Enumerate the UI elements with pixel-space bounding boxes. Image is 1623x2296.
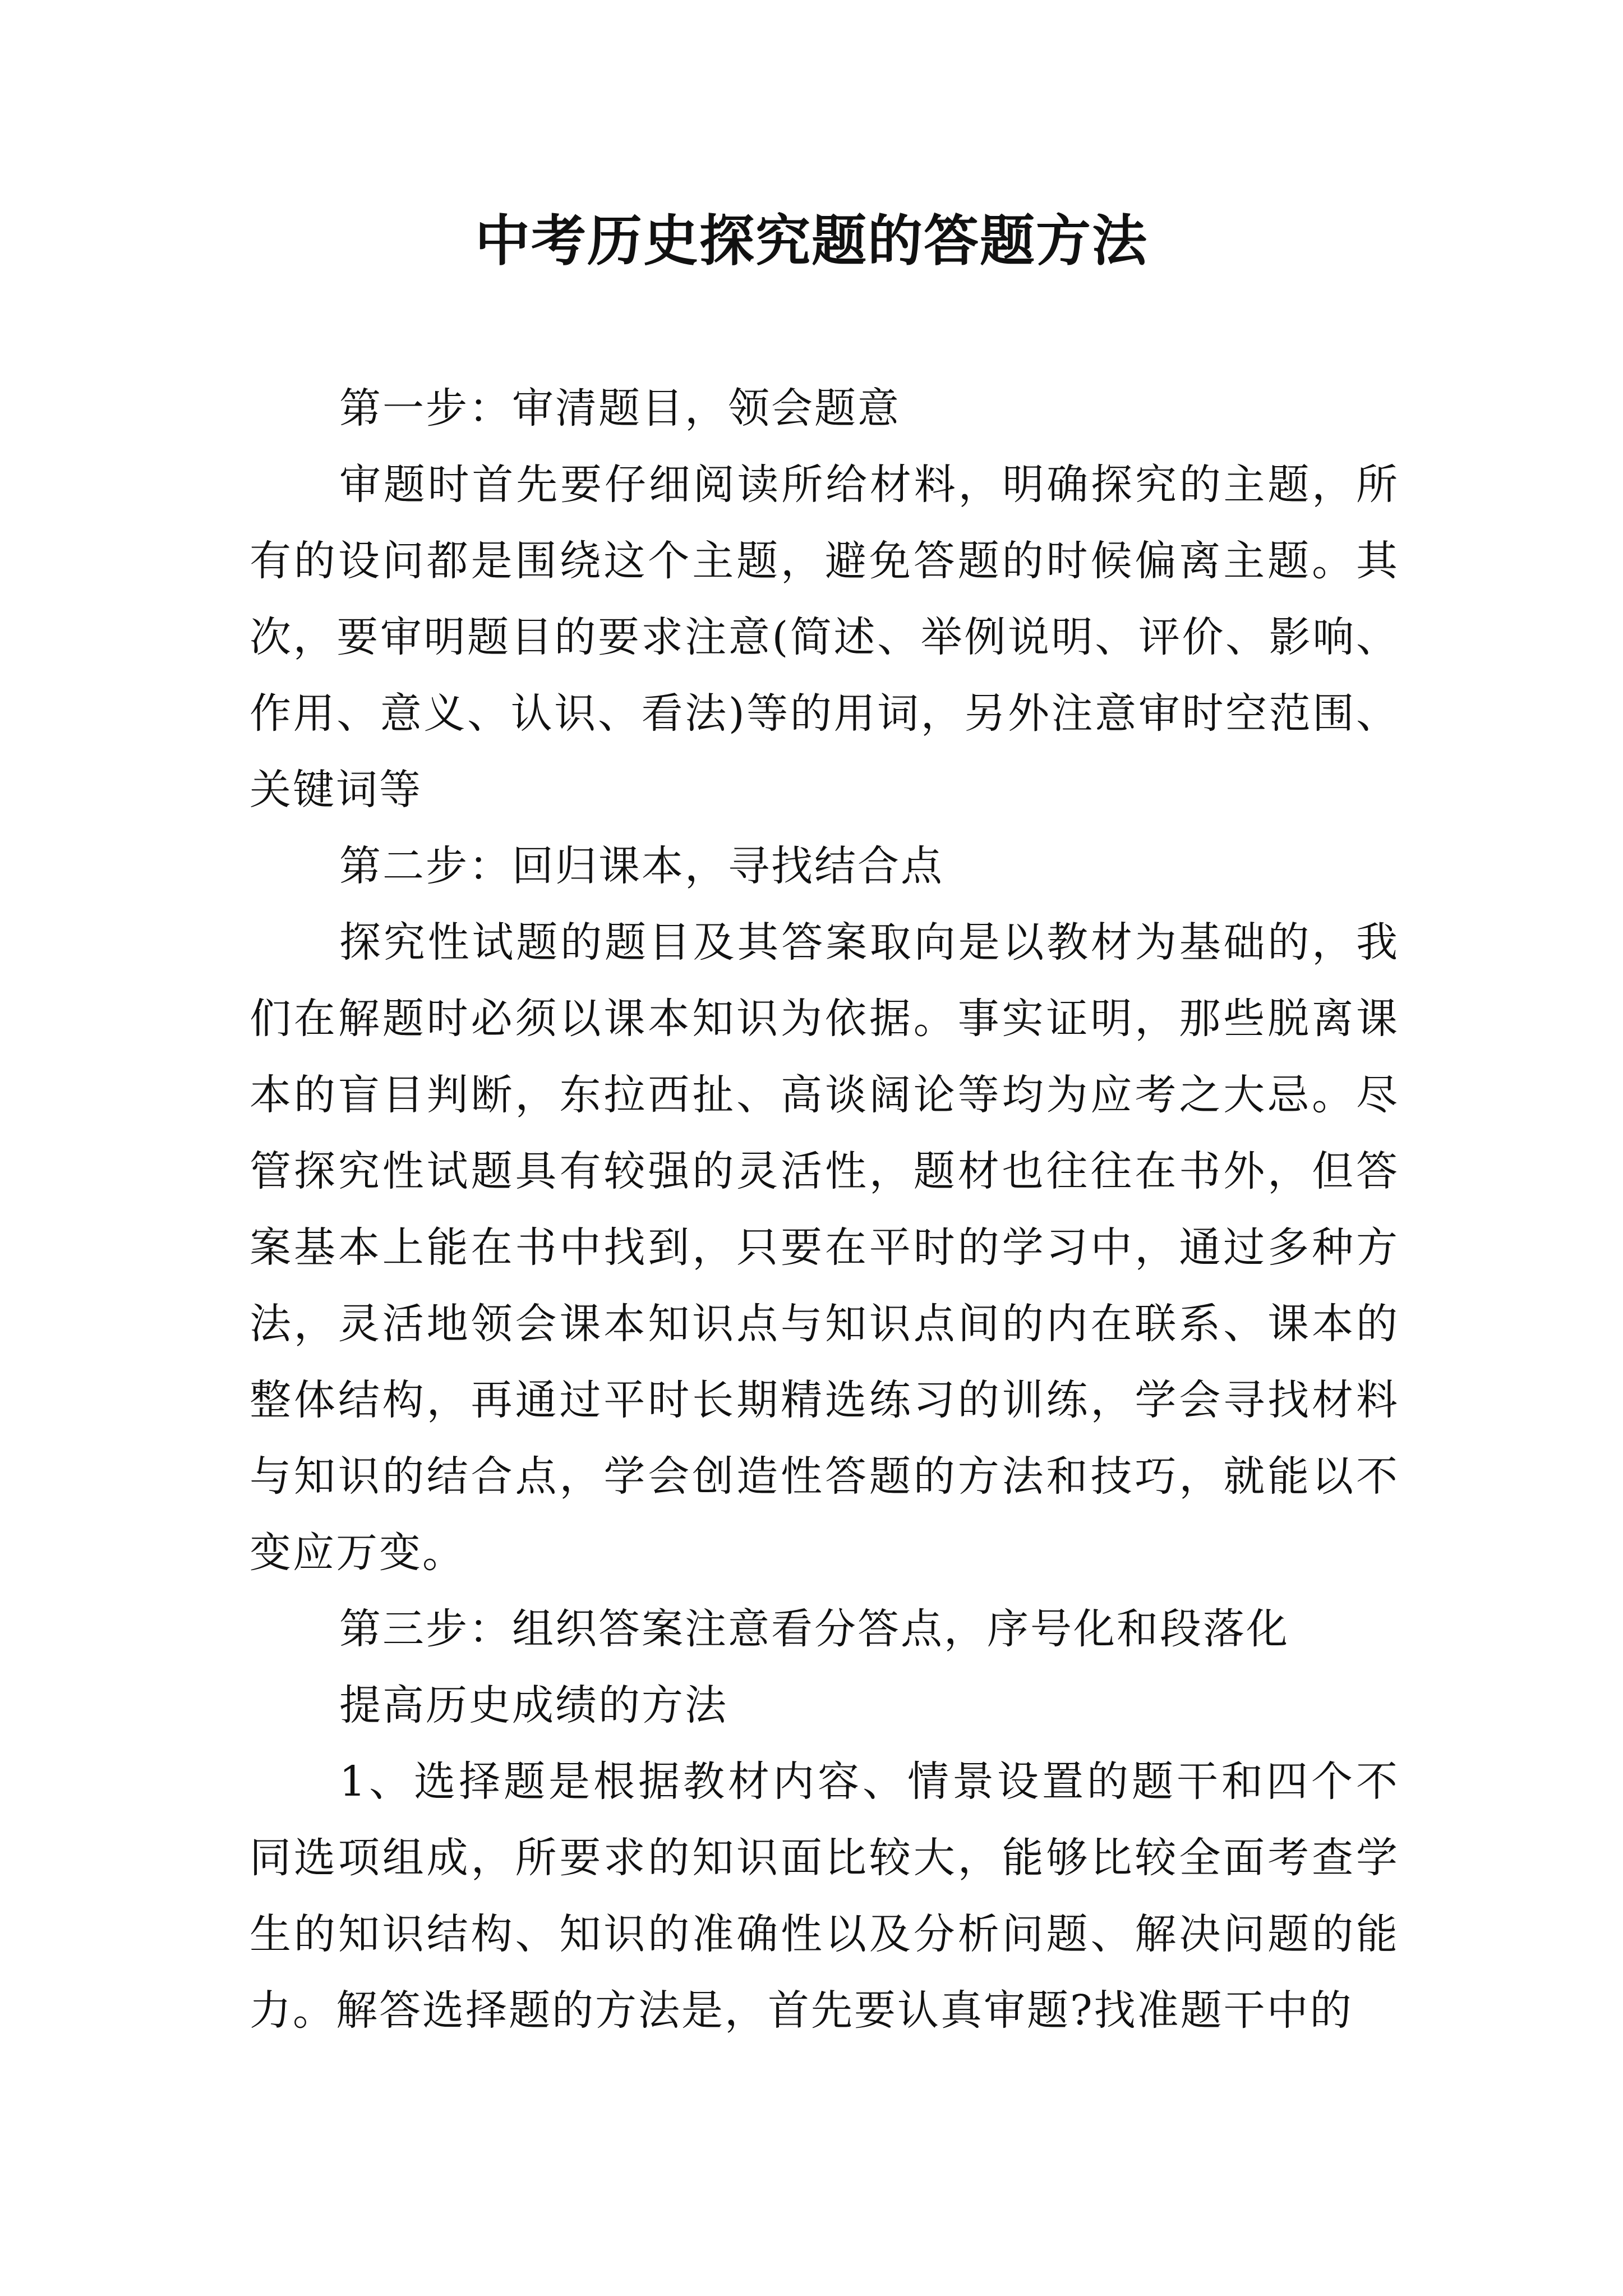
step-two-heading: 第二步：回归课本，寻找结合点 <box>339 842 944 890</box>
document-body <box>250 370 1399 2049</box>
step-two-paragraph: 探究性试题的题目及其答案取向是以教材为基础的，我们在解题时必须以课本知识为依据。事实证明，那些脱离课本的盲目判断，东拉西扯、高谈阔论等均为应考之大忌。尽管探究性试题具有较强的灵活性，题材也往往在书外，但答案基本上能在书中找到，只要在平时的学习中，通过多种方法，灵活地领会课本知识点与知识点间的内在联系、课本的整体结构，再通过平时长期精选练习的训练，学会寻找材料与知识的结合点，学会创造性答题的方法和技巧，就能以不变应万变。 <box>250 918 1399 1577</box>
step-three-heading: 第三步：组织答案注意看分答点，序号化和段落化 <box>339 1605 1289 1653</box>
step-one-paragraph: 审题时首先要仔细阅读所给材料，明确探究的主题，所有的设问都是围绕这个主题，避免答题的时候偏离主题。其次，要审明题目的要求注意(简述、举例说明、评价、影响、作用、意义、认识、看法)等的用词，另外注意审时空范围、关键词等 <box>250 461 1399 814</box>
document-title: 中考历史探究题的答题方法 <box>474 209 1148 273</box>
section-heading: 提高历史成绩的方法 <box>339 1681 728 1729</box>
item-one-paragraph: 1、选择题是根据教材内容、情景设置的题干和四个不同选项组成，所要求的知识面比较大，能够比较全面考查学生的知识结构、知识的准确性以及分析问题、解决问题的能力。解答选择题的方法是，首先要认真审题?找准题干中的 <box>250 1757 1399 2035</box>
step-one-heading: 第一步：审清题目，领会题意 <box>339 384 901 432</box>
